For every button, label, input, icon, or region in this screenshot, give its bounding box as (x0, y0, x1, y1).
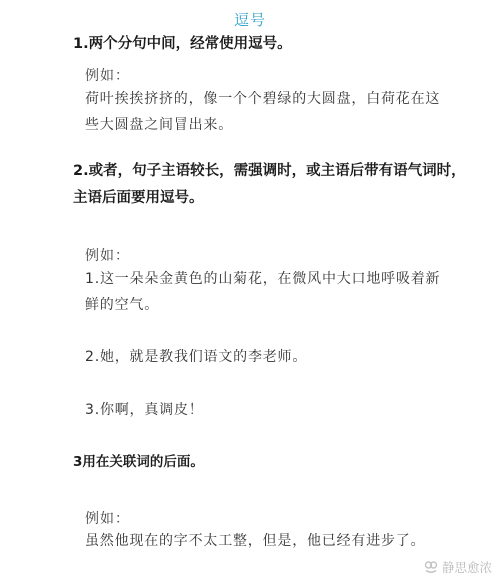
example-line: 荷叶挨挨挤挤的，像一个个碧绿的大圆盘，白荷花在这 (85, 91, 441, 107)
heading-line: 主语后面要用逗号。 (73, 190, 204, 206)
watermark-logo-icon (424, 560, 438, 574)
example-line: 1.这一朵朵金黄色的山菊花，在微风中大口地呼吸着新 (85, 271, 441, 287)
section-3-example-1 (85, 528, 430, 554)
section-1-example-label: 例如： (85, 68, 130, 84)
section-2-example-label: 例如： (85, 248, 130, 264)
watermark (424, 558, 492, 576)
heading-line: 2.或者，句子主语较长，需强调时，或主语后带有语气词时， (73, 163, 466, 179)
section-2-example-3 (85, 397, 430, 423)
example-line: 3.你啊，真调皮！ (85, 402, 204, 418)
section-2-example-2 (85, 344, 430, 370)
page-title: 逗号 (233, 11, 266, 29)
section-2-heading (73, 158, 466, 212)
watermark-text: 静思愈浓 (441, 560, 492, 575)
section-3-heading: 3用在关联词的后面。 (73, 454, 204, 470)
section-3-example-label: 例如： (85, 511, 130, 527)
example-line: 2.她，就是教我们语文的李老师。 (85, 349, 308, 365)
example-line: 些大圆盘之间冒出来。 (85, 117, 233, 133)
section-1-heading: 1.两个分句中间，经常使用逗号。 (73, 36, 292, 52)
example-line: 鲜的空气。 (85, 297, 159, 313)
example-line: 虽然他现在的字不太工整，但是，他已经有进步了。 (85, 533, 426, 549)
section-2-example-1 (85, 266, 441, 318)
section-1-example-1 (85, 86, 441, 138)
